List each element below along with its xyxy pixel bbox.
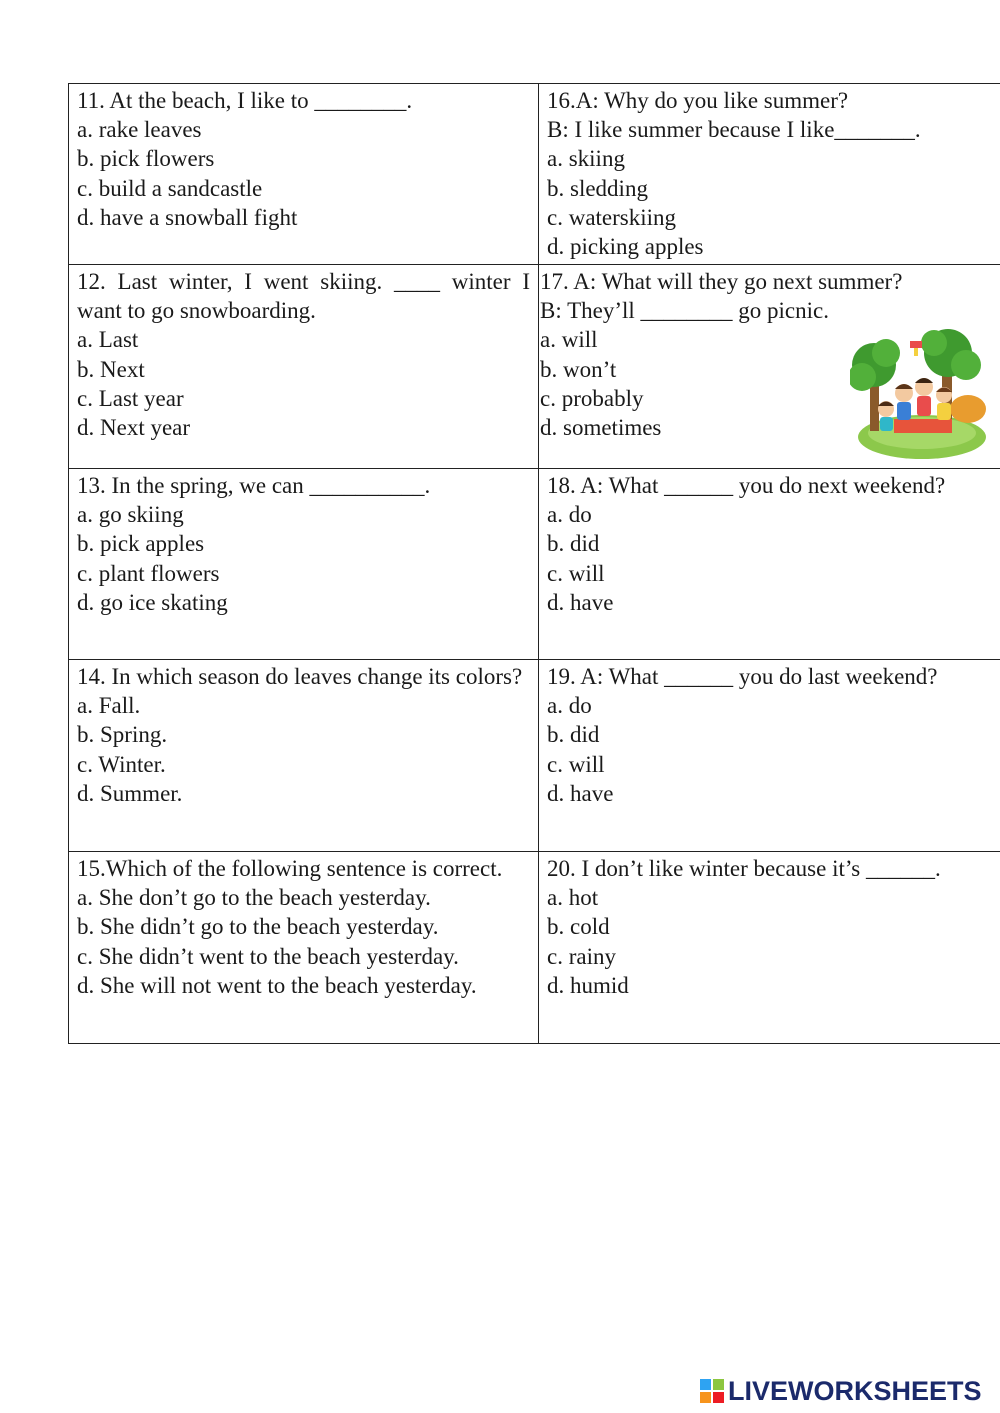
question-17-stem-b: B: They’ll ________ go picnic. xyxy=(540,298,829,324)
question-13-stem: 13. In the spring, we can __________. xyxy=(77,473,431,498)
question-18-option-c: c. will xyxy=(547,560,605,586)
question-16-stem-a: 16.A: Why do you like summer? xyxy=(547,88,849,113)
liveworksheets-brand-text: LIVEWORKSHEETS xyxy=(728,1375,982,1406)
question-18-option-a: a. do xyxy=(547,502,592,528)
question-15-option-a: a. She don’t go to the beach yesterday. xyxy=(77,885,431,911)
question-13-option-d: d. go ice skating xyxy=(77,589,228,615)
question-17-option-b: b. won’t xyxy=(540,356,617,382)
question-17-option-a: a. will xyxy=(540,327,598,353)
question-19-option-b: b. did xyxy=(547,722,600,748)
question-20-option-b: b. cold xyxy=(547,914,610,940)
question-20-option-c: c. rainy xyxy=(547,943,616,969)
question-19-option-d: d. have xyxy=(547,780,614,806)
question-14-stem: 14. In which season do leaves change its colors? xyxy=(77,664,523,689)
question-18-option-b: b. did xyxy=(547,531,600,557)
question-11 xyxy=(69,84,539,265)
question-row-1 xyxy=(69,84,1000,265)
question-row-4 xyxy=(69,660,1000,852)
question-19 xyxy=(539,660,1000,852)
question-15-option-b: b. She didn’t go to the beach yesterday. xyxy=(77,914,439,940)
question-11-option-b: b. pick flowers xyxy=(77,146,215,172)
question-15 xyxy=(69,852,539,1044)
question-14-option-d: d. Summer. xyxy=(77,780,183,806)
question-12-option-a: a. Last xyxy=(77,327,139,353)
question-12-option-d: d. Next year xyxy=(77,415,191,441)
question-13-option-a: a. go skiing xyxy=(77,502,184,528)
question-11-stem: 11. At the beach, I like to ________. xyxy=(77,88,413,113)
question-20 xyxy=(539,852,1000,1044)
question-14-option-a: a. Fall. xyxy=(77,693,141,719)
question-row-5 xyxy=(69,852,1000,1044)
question-20-option-a: a. hot xyxy=(547,885,599,911)
question-11-option-a: a. rake leaves xyxy=(77,117,202,143)
question-17-stem-a: 17. A: What will they go next summer? xyxy=(540,269,903,294)
question-row-3 xyxy=(69,469,1000,660)
question-17-option-c: c. probably xyxy=(540,385,644,411)
question-16-option-c: c. waterskiing xyxy=(547,204,677,230)
worksheet-table xyxy=(68,83,1000,1044)
picnic-illustration xyxy=(850,325,990,465)
question-13 xyxy=(69,469,539,660)
question-19-option-c: c. will xyxy=(547,751,605,777)
question-18 xyxy=(539,469,1000,660)
question-15-stem: 15.Which of the following sentence is correct. xyxy=(77,856,503,881)
question-13-option-b: b. pick apples xyxy=(77,531,205,557)
question-15-option-d: d. She will not went to the beach yesterday. xyxy=(77,972,477,998)
question-15-option-c: c. She didn’t went to the beach yesterday. xyxy=(77,943,459,969)
question-12-stem: 12. Last winter, I went skiing. ____ winter I want to go snowboarding. xyxy=(77,269,530,324)
question-19-option-a: a. do xyxy=(547,693,592,719)
question-14-option-b: b. Spring. xyxy=(77,722,168,748)
question-11-option-c: c. build a sandcastle xyxy=(77,175,263,201)
question-12-option-b: b. Next xyxy=(77,356,145,382)
question-16-option-b: b. sledding xyxy=(547,175,648,201)
question-14-option-c: c. Winter. xyxy=(77,751,166,777)
question-16 xyxy=(539,84,1000,265)
question-20-option-d: d. humid xyxy=(547,972,629,998)
question-17-option-d: d. sometimes xyxy=(540,415,662,441)
question-18-stem: 18. A: What ______ you do next weekend? xyxy=(547,473,946,498)
question-19-stem: 19. A: What ______ you do last weekend? xyxy=(547,664,938,689)
question-16-option-d: d. picking apples xyxy=(547,234,704,260)
liveworksheets-logo xyxy=(700,1376,995,1406)
question-20-stem: 20. I don’t like winter because it’s ______. xyxy=(547,856,941,881)
liveworksheets-mark-icon xyxy=(700,1379,724,1403)
question-17 xyxy=(539,265,1000,469)
question-14 xyxy=(69,660,539,852)
question-12-option-c: c. Last year xyxy=(77,385,184,411)
question-row-2 xyxy=(69,265,1000,469)
question-16-stem-b: B: I like summer because I like_______. xyxy=(547,117,921,143)
question-11-option-d: d. have a snowball fight xyxy=(77,204,298,230)
question-13-option-c: c. plant flowers xyxy=(77,560,220,586)
question-18-option-d: d. have xyxy=(547,589,614,615)
question-16-option-a: a. skiing xyxy=(547,146,625,172)
question-12 xyxy=(69,265,539,469)
